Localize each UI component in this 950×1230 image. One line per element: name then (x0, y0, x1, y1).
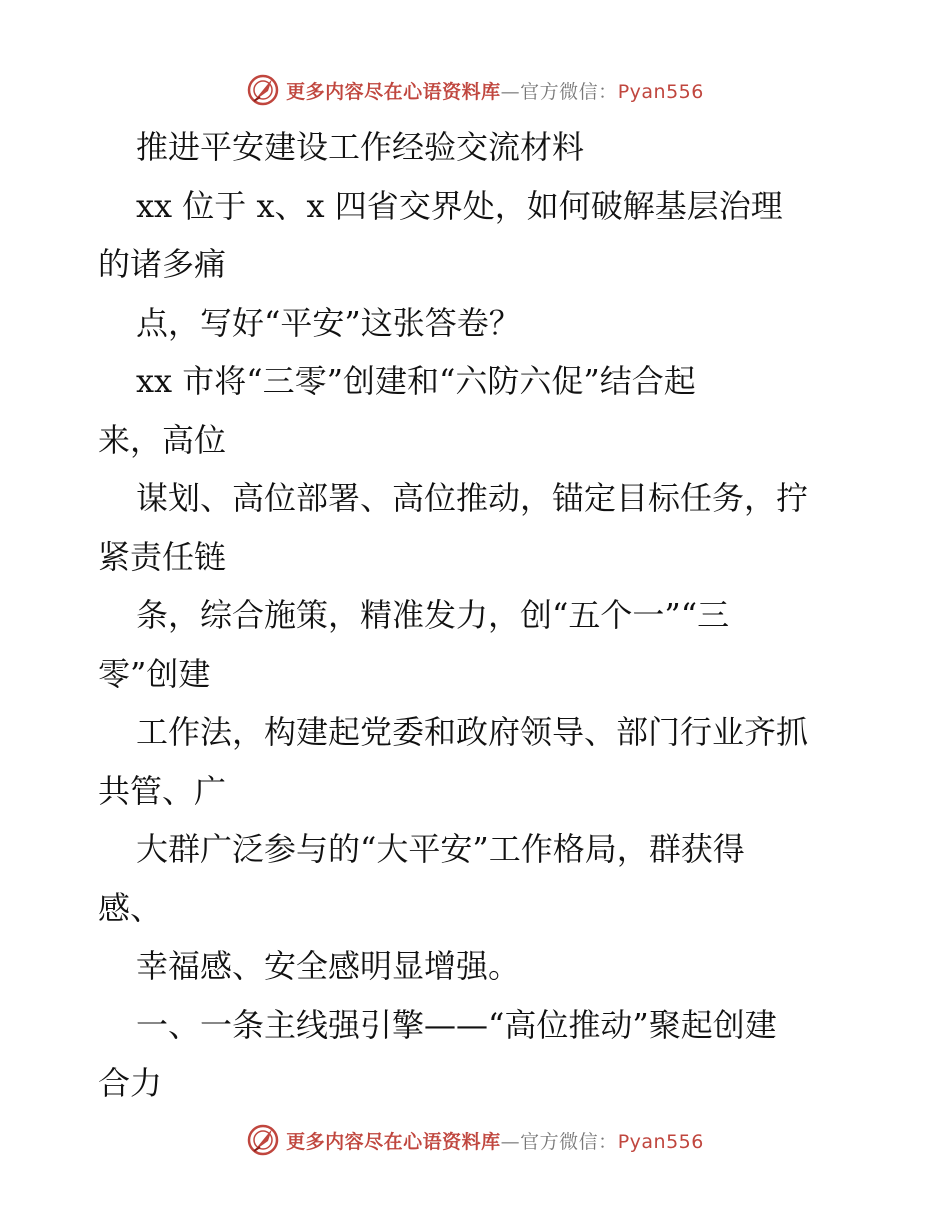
banner-separator: — (500, 80, 521, 103)
banner-main-text: 更多内容尽在心语资料库 (286, 1130, 501, 1153)
document-line: 的诸多痛 (98, 245, 227, 283)
document-line: 条，综合施策，精准发力，创“五个一”“三 (136, 596, 730, 634)
banner-text (286, 1127, 704, 1154)
document-line: xx 市将“三零”创建和“六防六促”结合起 (136, 362, 696, 400)
document-line: 来，高位 (98, 420, 227, 459)
banner-main-text: 更多内容尽在心语资料库 (286, 80, 501, 103)
banner-account: Pyan556 (617, 1130, 704, 1153)
document-line: 工作法，构建起党委和政府领导、部门行业齐抓 (136, 713, 809, 751)
document-line: 大群广泛参与的“大平安”工作格局，群获得 (136, 830, 745, 868)
document-line: 感、 (98, 888, 163, 927)
header-banner-content (246, 73, 704, 107)
footer-banner (0, 1120, 950, 1160)
document-line: 紧责任链 (98, 537, 227, 576)
document-line: xx 位于 x、x 四省交界处，如何破解基层治理 (136, 186, 783, 225)
header-banner (0, 70, 950, 110)
banner-separator: — (500, 1130, 521, 1153)
banner-account: Pyan556 (617, 80, 704, 103)
quill-pen-logo-icon (246, 1123, 280, 1157)
banner-sub-text: 官方微信： (520, 1130, 618, 1153)
document-line: 推进平安建设工作经验交流材料 (136, 128, 585, 166)
document-line: 合力 (98, 1064, 163, 1102)
banner-text (286, 77, 704, 104)
banner-sub-text: 官方微信： (520, 80, 618, 103)
document-line: 谋划、高位部署、高位推动，锚定目标任务，拧 (136, 479, 809, 517)
document-line: 零”创建 (98, 654, 211, 693)
document-body (98, 118, 858, 1113)
document-line: 点，写好“平安”这张答卷？ (136, 303, 521, 342)
document-line: 幸福感、安全感明显增强。 (136, 947, 521, 985)
footer-banner-content (246, 1123, 704, 1157)
quill-pen-logo-icon (246, 73, 280, 107)
document-line: 共管、广 (98, 771, 227, 810)
document-line: 一、一条主线强引擎——“高位推动”聚起创建 (136, 1005, 777, 1044)
